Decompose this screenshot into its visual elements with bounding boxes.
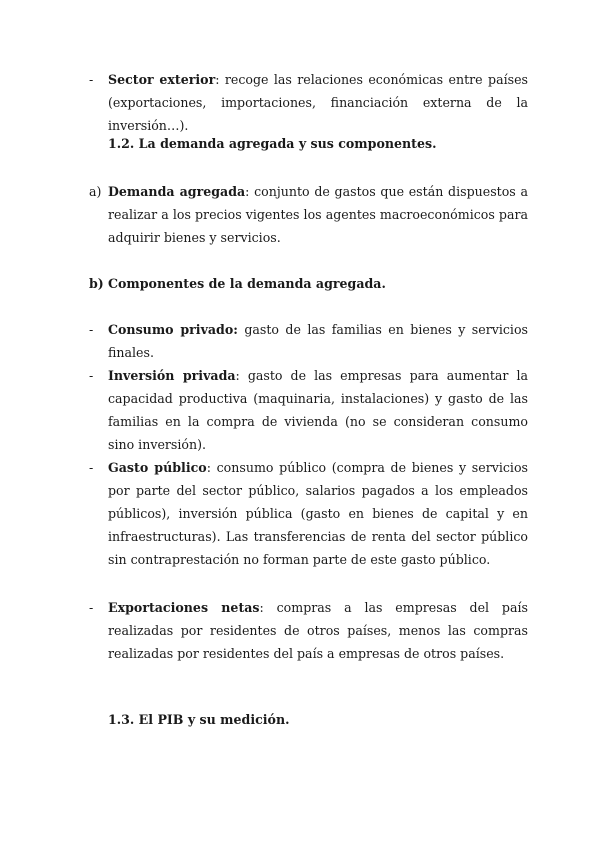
section-heading-1-2: 1.2. La demanda agregada y sus componentes. (108, 136, 437, 151)
item-text (108, 364, 528, 456)
bullet-dash: - (89, 368, 94, 383)
item-description: : gasto de las empresas para aumentar la capacidad productiva (maquinaria, instalaciones) y gasto de las familias en la compra de vivienda (no se consideran consumo sino inversión). (108, 368, 529, 452)
bullet-dash: - (89, 322, 94, 337)
item-text (108, 456, 528, 571)
item-term: Sector exterior (108, 72, 216, 87)
item-term: Consumo privado: (108, 322, 238, 337)
item-description: : recoge las relaciones económicas entre países (exportaciones, importaciones, financiación externa de la inversión…). (108, 72, 528, 133)
item-text (108, 180, 528, 249)
item-text (108, 272, 528, 295)
bullet-dash: - (89, 72, 94, 87)
item-term: Exportaciones netas (108, 600, 260, 615)
item-term: Gasto público (108, 460, 207, 475)
item-description: : conjunto de gastos que están dispuestos a realizar a los precios vigentes los agentes macroeconómicos para adquirir bienes y servicios. (108, 184, 528, 245)
item-term: Demanda agregada (108, 184, 246, 199)
item-text (108, 68, 528, 137)
item-text (108, 596, 528, 665)
section-heading-1-3: 1.3. El PIB y su medición. (108, 712, 290, 727)
item-description: : consumo público (compra de bienes y servicios por parte del sector público, salarios pagados a los empleados públicos), inversión pública (gasto en bienes de capital y en infraestructuras). Las transferencias de renta del sector público sin contraprestación no forman parte de este gasto público. (108, 460, 528, 567)
list-marker-b: b) (89, 276, 104, 291)
bullet-dash: - (89, 460, 94, 475)
item-description: gasto de las familias en bienes y servicios finales. (108, 322, 528, 360)
item-term: Inversión privada (108, 368, 236, 383)
item-description: : compras a las empresas del país realizadas por residentes de otros países, menos las compras realizadas por residentes del país a empresas de otros países. (108, 600, 528, 661)
item-text (108, 318, 528, 364)
item-term: Componentes de la demanda agregada. (108, 276, 386, 291)
bullet-dash: - (89, 600, 94, 615)
list-marker-a: a) (89, 184, 102, 199)
